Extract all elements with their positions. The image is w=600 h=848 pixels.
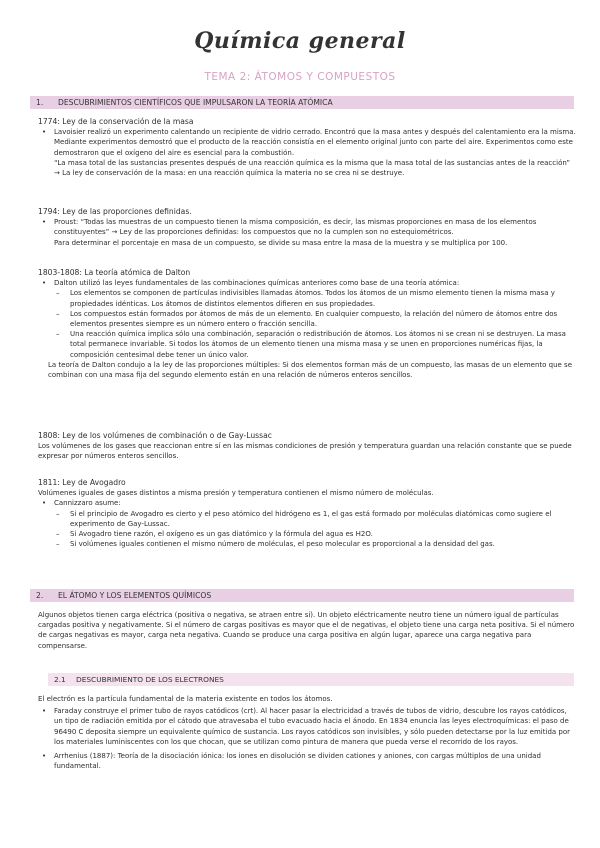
list-item: – Una reacción química implica sólo una combinación, separación o redistribución de átomos. Los átomos ni se crean ni se destruyen. La masa total permanece invariable. Si todos los átomos de un elemento tienen una misma masa y se unen en proporciones numéricas fijas, la composición centesimal debe tener un único valor. (38, 329, 576, 360)
section-2-1-header (48, 673, 574, 686)
list-item: – Si volúmenes iguales contienen el mismo número de moléculas, el peso molecular es proporcional a la densidad del gas. (38, 539, 576, 549)
list-item: • Cannizzaro asume: (38, 498, 576, 508)
list-item: • Proust: “Todas las muestras de un compuesto tienen la misma composición, es decir, las mismas proporciones en masa de los elementos constituyentes” → Ley de las proporciones definidas: los compuestos que no la cumplen son no estequiométricos. (38, 217, 576, 237)
dalton-list (38, 278, 576, 360)
law-1794-list (38, 217, 576, 237)
section-2-1-number: 2.1 (54, 675, 66, 684)
law-definite-proportions (38, 207, 576, 248)
law-gay-lussac (38, 431, 576, 462)
section-2-1-body (38, 694, 576, 771)
section-1-title: DESCUBRIMIENTOS CIENTÍFICOS QUE IMPULSARON LA TEORÍA ATÓMICA (58, 98, 333, 107)
section-2-1-title: DESCUBRIMIENTO DE LOS ELECTRONES (76, 675, 224, 684)
list-item: – Los compuestos están formados por átomos de más de un elemento. En cualquier compuesto, la relación del número de átomos entre dos elementos presentes siempre es un número entero o fracción sencilla. (38, 309, 576, 329)
section-2-number: 2. (36, 591, 44, 600)
section-1-number: 1. (36, 98, 44, 107)
dalton-heading: 1803-1808: La teoría atómica de Dalton (38, 268, 191, 277)
section-2-text: Algunos objetos tienen carga eléctrica (positiva o negativa, se atraen entre sí). Un objeto eléctricamente neutro tiene un número igual de partículas cargadas positiva y negativamente. Si el número de cargas positivas es mayor que el de negativas, el objeto tiene una carga neta positiva. Si el número de cargas negativas es mayor, carga neta negativa. Cuando se produce una carga positiva en algún lugar, aparece una carga negativa para compensarse. (38, 611, 575, 650)
avogadro-text: Volúmenes iguales de gases distintos a misma presión y temperatura contienen el mismo número de moléculas. (38, 489, 434, 498)
list-item: – Si Avogadro tiene razón, el oxígeno es un gas diatómico y la fórmula del agua es H2O. (38, 529, 576, 539)
law-conservation-mass (38, 117, 576, 178)
section-1-header (30, 96, 574, 109)
avogadro-heading: 1811: Ley de Avogadro (38, 478, 126, 487)
law-1808-heading: 1808: Ley de los volúmenes de combinación o de Gay-Lussac (38, 431, 272, 440)
law-1774-list (38, 127, 576, 158)
section-2-body (38, 610, 576, 651)
section-2-1-list (38, 706, 576, 771)
avogadro-list (38, 498, 576, 549)
dalton-multiple-proportions: La teoría de Dalton condujo a la ley de las proporciones múltiples: Si dos elementos forman más de un compuesto, las masas de un elemento que se combinan con una masa fija del segundo elemento están en una relación de números enteros sencillos. (48, 360, 573, 380)
law-1794-heading: 1794: Ley de las proporciones definidas. (38, 207, 192, 216)
law-1774-heading: 1774: Ley de la conservación de la masa (38, 117, 194, 126)
page-subtitle: TEMA 2: ÁTOMOS Y COMPUESTOS (204, 71, 396, 83)
law-avogadro (38, 478, 576, 549)
list-item: – Si el principio de Avogadro es cierto y el peso atómico del hidrógeno es 1, el gas está formado por moléculas diatómicas como sugiere el experimento de Gay-Lussac. (38, 509, 576, 529)
list-item: – Los elementos se componen de partículas indivisibles llamadas átomos. Todos los átomos de un mismo elemento tienen la misma masa y propiedades idénticas. Los átomos de distintos elementos difieren en sus propiedades. (38, 288, 576, 308)
law-1808-text: Los volúmenes de los gases que reaccionan entre sí en las mismas condiciones de presión y temperatura guardan una relación constante que se puede expresar por números enteros sencillos. (38, 442, 572, 461)
section-2-1-intro: El electrón es la partícula fundamental de la materia existente en todos los átomos. (38, 695, 333, 703)
dalton-theory (38, 268, 576, 380)
list-item: • Arrhenius (1887): Teoría de la disociación iónica: los iones en disolución se dividen cationes y aniones, con cargas múltiplos de una unidad fundamental. (38, 751, 576, 771)
section-2-header (30, 589, 574, 602)
law-1794-continuation: Para determinar el porcentaje en masa de un compuesto, se divide su masa entre la masa de la muestra y se multiplica por 100. (54, 238, 508, 247)
list-item: • Lavoisier realizó un experimento calentando un recipiente de vidrio cerrado. Encontró que la masa antes y después del calentamiento era la misma. Mediante experimentos demostró que el producto de la reacción consistía en el elemento original junto con parte del aire. Experimentos como este demostraron que el oxígeno del aire es esencial para la combustión. (38, 127, 576, 158)
list-item: • Dalton utilizó las leyes fundamentales de las combinaciones químicas anteriores como base de una teoría atómica: (38, 278, 576, 288)
page-title: Química general (194, 28, 406, 54)
law-1774-quote: “La masa total de las sustancias presentes después de una reacción química es la misma que la masa total de las sustancias antes de la reacción” → La ley de conservación de la masa: en una reacción química la materia no se crea ni se destruye. (54, 158, 571, 178)
list-item: • Faraday construye el primer tubo de rayos catódicos (crt). Al hacer pasar la electricidad a través de tubos de vidrio, descubre los rayos catódicos, un tipo de radiación emitida por el cátodo que atravesaba el tubo evacuado hacia el ánodo. En 1834 enuncia las leyes electroquímicas: el paso de 96490 C deposita siempre un equivalente químico de sustancia. Los rayos catódicos son invisibles, y sólo pueden detectarse por la luz emitida por los materiales luminiscentes con los que chocan, que se utilizan como pintura de manera que pueda verse el recorrido de los rayos. (38, 706, 576, 747)
section-2-title: EL ÁTOMO Y LOS ELEMENTOS QUÍMICOS (58, 591, 212, 600)
